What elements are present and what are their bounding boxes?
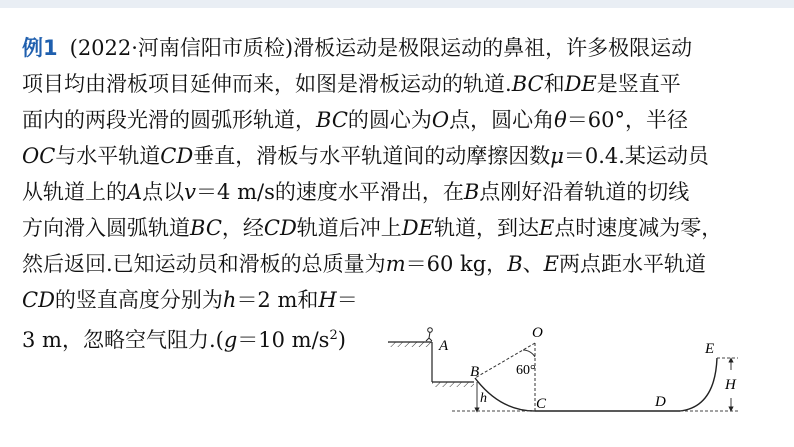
text-run: 两点距水平轨道 [558, 252, 706, 276]
math-symbol: E [538, 216, 555, 240]
label-H: H [725, 377, 736, 393]
math-symbol: DE [564, 72, 597, 96]
text-run: 轨道，到达 [433, 216, 539, 240]
skater-icon [426, 328, 432, 341]
problem-line-5 [22, 174, 774, 210]
math-symbol: B [507, 252, 523, 276]
text-run: 方向滑入圆弧轨道 [22, 216, 190, 240]
text-run: 点刚好沿着轨道的切线 [479, 180, 690, 204]
label-A: A [439, 338, 449, 354]
track-diagram [380, 322, 780, 422]
label-h: h [480, 391, 487, 406]
label-O: O [532, 325, 543, 341]
track-diagram-svg [380, 322, 780, 422]
text-run: ＝4 m/s的速度水平滑出，在 [196, 180, 464, 204]
problem-line-2 [22, 66, 774, 102]
text-run: ) [337, 328, 346, 352]
angle-label: 60° [516, 363, 536, 378]
math-symbol: O [431, 108, 450, 132]
problem-text [22, 30, 774, 354]
problem-line-4 [22, 138, 774, 174]
label-D: D [655, 394, 666, 410]
source-citation: (2022·河南信阳市质检) [69, 36, 294, 60]
problem-line-7 [22, 246, 774, 282]
text-run: 从轨道上的 [22, 180, 127, 204]
text-run: ＝60 kg， [405, 252, 508, 276]
text-run: ＝60°，半径 [566, 108, 688, 132]
text-run: 与水平轨道 [55, 144, 161, 168]
math-symbol: H [318, 288, 337, 312]
text-run: ＝0.4.某运动员 [563, 144, 709, 168]
text-run: 点时速度减为零， [554, 216, 723, 240]
text-run: 垂直，滑板与水平轨道间的动摩擦因数 [193, 144, 551, 168]
math-symbol: DE [401, 216, 434, 240]
text-run: 的竖直高度分别为 [54, 288, 223, 312]
text-run: ＝10 m/s [237, 328, 330, 352]
label-C: C [536, 396, 547, 412]
problem-line-3 [22, 102, 774, 138]
text-run: ，经 [221, 216, 264, 240]
text-run: ＝ [336, 288, 358, 312]
text-run: 是竖直平 [596, 72, 681, 96]
math-symbol: OC [22, 144, 56, 168]
launch-platform [388, 342, 474, 387]
math-symbol: CD [22, 288, 55, 312]
math-symbol: B [463, 180, 480, 204]
label-E: E [705, 341, 715, 357]
math-symbol: θ [554, 108, 567, 132]
text-run: 点以 [142, 180, 185, 204]
text-run: 然后返回.已知运动员和滑板的总质量为 [22, 252, 386, 276]
problem-line-8 [22, 282, 774, 318]
example-label: 例1 [22, 36, 58, 60]
text-run: 项目均由滑板项目延伸而来，如图是滑板运动的轨道. [22, 72, 512, 96]
math-symbol: BC [316, 108, 348, 132]
math-symbol: CD [263, 216, 297, 240]
text-run: 和 [543, 72, 565, 96]
text-run: 滑板运动是极限运动的鼻祖，许多极限运动 [293, 36, 693, 60]
math-symbol: BC [511, 72, 544, 96]
text-run: 3 m，忽略空气阻力.( [22, 328, 224, 352]
text-run: 点，圆心角 [449, 108, 555, 132]
angle-arc [523, 350, 535, 357]
math-symbol: A [127, 180, 143, 204]
math-symbol: g [223, 328, 238, 352]
arc-DE [680, 358, 717, 411]
top-band [0, 0, 794, 8]
math-symbol: BC [190, 216, 222, 240]
math-symbol: m [385, 252, 406, 276]
math-symbol: μ [550, 144, 564, 168]
math-symbol: CD [160, 144, 194, 168]
text-run: 的圆心为 [347, 108, 432, 132]
text-run: 面内的两段光滑的圆弧形轨道， [22, 108, 316, 132]
problem-line-6 [22, 210, 774, 246]
math-symbol: E [543, 252, 559, 276]
math-symbol: v [184, 180, 197, 204]
superscript: 2 [329, 328, 338, 343]
math-symbol: h [222, 288, 237, 312]
text-run: 、 [522, 252, 544, 276]
text-run: 轨道后冲上 [296, 216, 402, 240]
label-B: B [470, 364, 480, 380]
problem-line-1 [22, 30, 774, 66]
text-run: ＝2 m和 [236, 288, 319, 312]
